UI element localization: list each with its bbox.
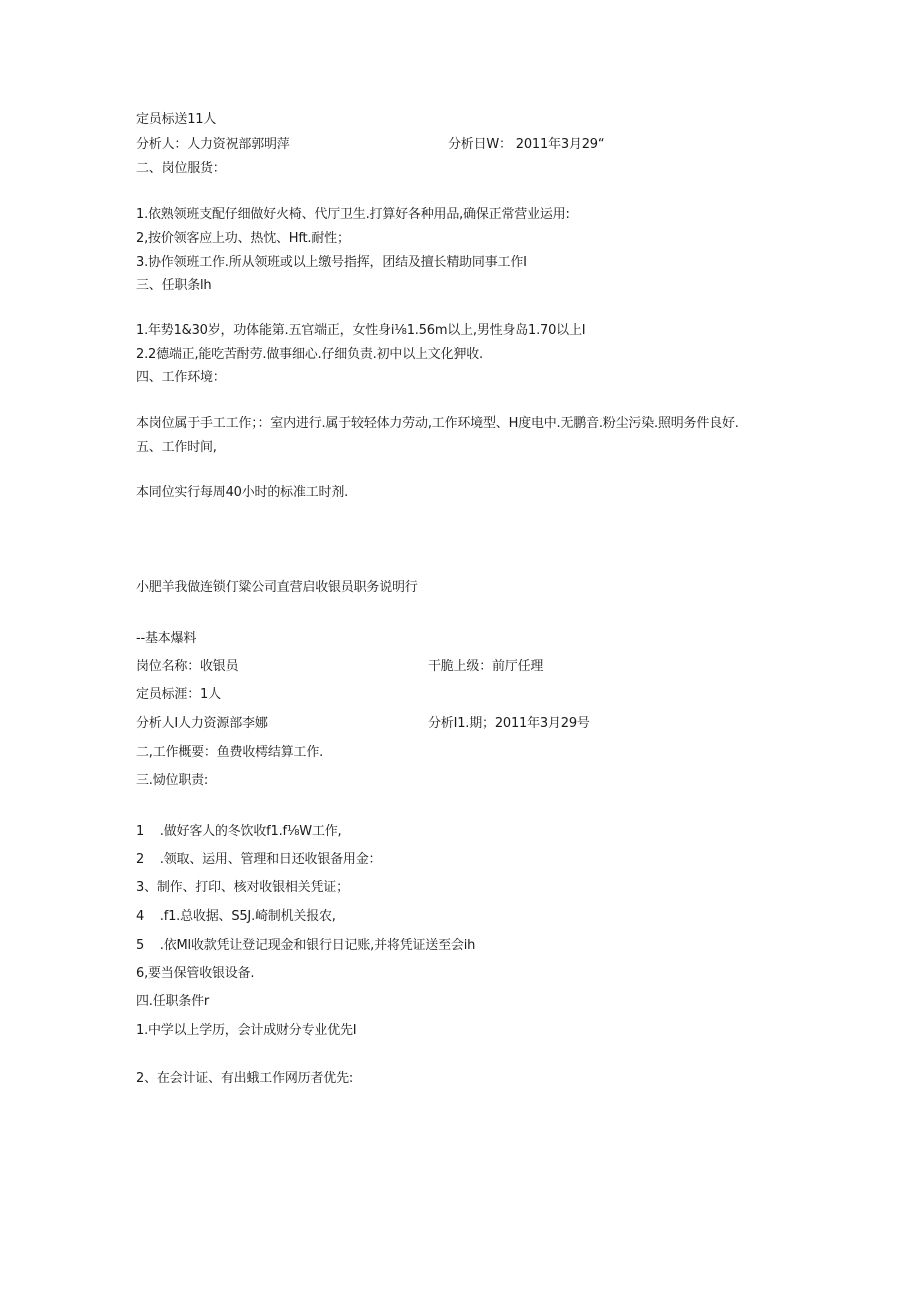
- document-title: 小肥羊我做连锁仃粱公司直营启收银员职务说明行: [136, 580, 418, 595]
- duties-heading-2: 三.恸位职责:: [136, 773, 209, 788]
- analyst-line-2: 分析人I人力资源部李娜: [136, 716, 268, 731]
- cashier-duty-4: 4 .f1.总收据、S5J.崎制机关报农,: [136, 909, 336, 924]
- duty-item-3: 3.协作领班工作.所从领班或以上缴号指挥，团结及擅长精助同事工作I: [136, 255, 527, 270]
- cashier-duty-3: 3、制作、打印、核对收银相关凭证；: [136, 880, 349, 895]
- duties-heading-1: 二、岗位服货：: [136, 161, 226, 176]
- hours-text: 本同位实行每周40小时的标准工时剂.: [136, 485, 349, 500]
- duty-item-1: 1.依熟领班支配仔细做好火椅、代厅卫生.打算好各种用品,确保正常营业运用:: [136, 207, 570, 222]
- hours-heading: 五、工作时间,: [136, 440, 217, 455]
- requirements-heading-1: 三、任职条lh: [136, 278, 212, 293]
- superior: 干脆上级：前厅任理: [428, 659, 544, 674]
- staffing-line-1: 定员标送11人: [136, 112, 217, 127]
- requirements-heading-2: 四.任职条件r: [136, 994, 210, 1009]
- overview: 二,工作概要：鱼费收樗结算工作.: [136, 745, 324, 760]
- analyst-line-1: 分析人：人力资祝部郭明萍: [136, 137, 290, 152]
- analysis-date-2: 分析I1.期；2011年3月29号: [428, 716, 590, 731]
- cashier-duty-2: 2 .领取、运用、管理和日还收银备用金：: [136, 852, 382, 867]
- cashier-duty-5: 5 .依Ml收款凭让登记现金和银行日记账,并将凭证送至会ih: [136, 938, 476, 953]
- staffing-line-2: 定员标涯：1人: [136, 687, 221, 702]
- duty-item-2: 2,按价领客应上功、热忱、Hft.耐性；: [136, 231, 350, 246]
- position-name: 岗位名称：收银员: [136, 659, 239, 674]
- cashier-requirement-2: 2、在会计证、有出蛾工作网历者优先:: [136, 1071, 354, 1086]
- requirement-item-1: 1.年势1&30岁，功体能第.五官端正，女性身i⅛1.56m以上,男性身岛1.70以上I: [136, 323, 586, 338]
- requirement-item-2: 2.2德端正,能吃苦酎劳.做事细心.仔细负责.初中以上文化狎收.: [136, 347, 483, 362]
- cashier-requirement-1: 1.中学以上学历，会计成财分专业优先I: [136, 1023, 357, 1038]
- environment-heading: 四、工作环境：: [136, 370, 226, 385]
- analysis-date-1: 分析日W： 2011年3月29“: [448, 137, 605, 152]
- basic-heading: --基本爆料: [136, 631, 197, 646]
- cashier-duty-6: 6,要当保管收银设备.: [136, 966, 255, 981]
- cashier-duty-1: 1 .做好客人的冬饮收f1.f⅛W工作,: [136, 824, 342, 839]
- environment-text: 本岗位属于手工工作；：室内进行.属于较轻体力劳动,工作环境型、H度电中.无鹏音.粉尘污染.照明务件良好.: [136, 416, 739, 431]
